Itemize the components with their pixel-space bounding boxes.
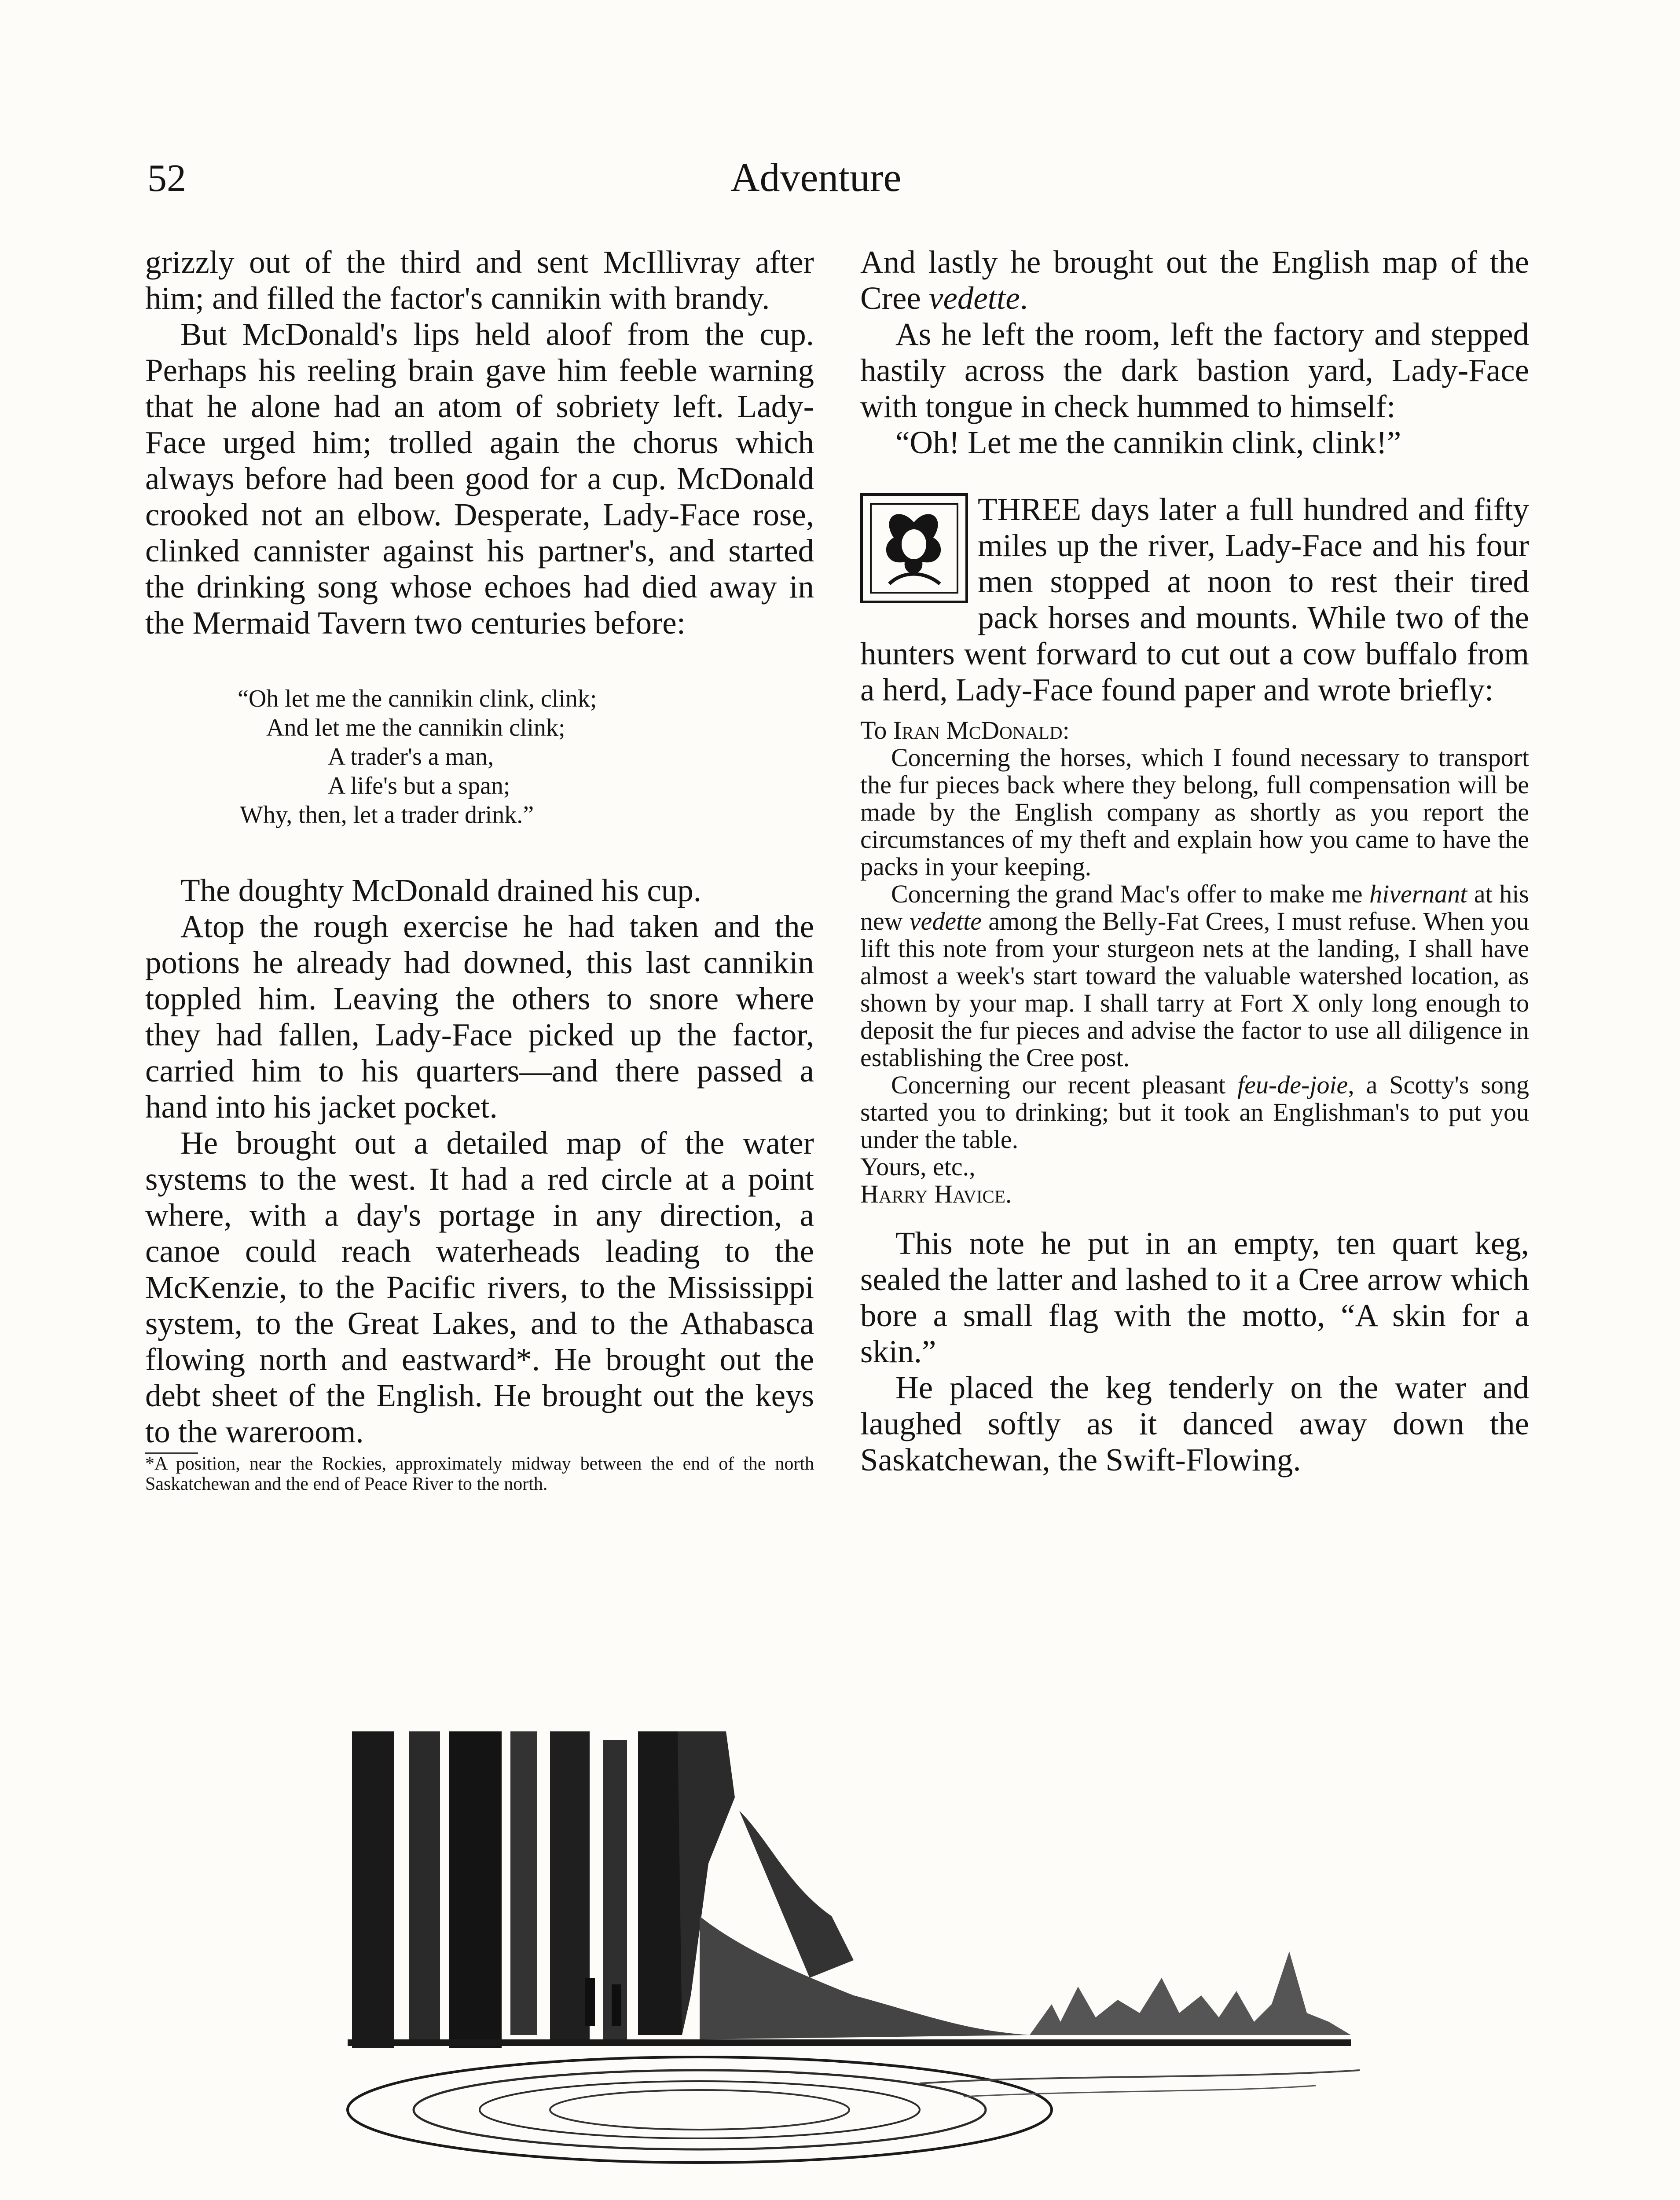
paragraph: And lastly he brought out the English map of the Cree vedette. [860, 244, 1529, 316]
paragraph: grizzly out of the third and sent McIllivray after him; and filled the factor's cannikin with brandy. [145, 244, 814, 316]
song-line: “Oh let me the cannikin clink, clink; [238, 685, 597, 712]
letter-signature: Harry Havice. [860, 1180, 1012, 1208]
page-number: 52 [147, 157, 186, 200]
song-line: And let me the cannikin clink; [266, 714, 565, 741]
drinking-song [145, 684, 814, 829]
letter [860, 717, 1529, 1208]
paragraph: But McDonald's lips held aloof from the cup. Perhaps his reeling brain gave him feeble warning that he alone had an atom of sobriety left. Lady-Face urged him; trolled again the chorus which always before had been good for a cup. McDonald crooked not an elbow. Desperate, Lady-Face rose, clinked cannister against his partner's, and started the drinking song whose echoes had died away in the Mermaid Tavern two centuries before: [145, 316, 814, 641]
running-head: Adventure [730, 155, 902, 200]
paragraph: “Oh! Let me the cannikin clink, clink!” [895, 425, 1401, 460]
paragraph: As he left the room, left the factory and stepped hastily across the dark bastion yard, Lady-Face with tongue in check hummed to himself: [860, 316, 1529, 424]
forest-river-illustration [304, 1731, 1395, 2193]
song-line: A trader's a man, [328, 743, 494, 770]
paragraph: He brought out a detailed map of the water systems to the west. It had a red circle at a point where, with a day's portage in any direction, a canoe could reach waterheads leading to the McKenzie, to the Pacific rivers, to the Mississippi system, to the Great Lakes, and to the Athabasca flowing north and eastward*. He brought out the debt sheet of the English. He brought out the keys to the wareroom. [145, 1125, 814, 1449]
letter-paragraph: Concerning our recent pleasant feu-de-joie, a Scotty's song started you to drinking; but it took an Englishman's to put you under the table. [860, 1071, 1529, 1154]
paragraph: THREE days later a full hundred and fifty miles up the river, Lady-Face and his four men stopped at noon to rest their tired pack horses and mounts. While two of the hunters went forward to cut out a cow buffalo from a herd, Lady-Face found paper and wrote briefly: [860, 491, 1529, 708]
letter-paragraph: Concerning the horses, which I found necessary to transport the fur pieces back where they belong, full compensation will be made by the English company as shortly as you report the circumstances of my theft and explain how you came to have the packs in your keeping. [860, 743, 1529, 881]
letter-closing: Yours, etc., [860, 1152, 976, 1181]
paragraph: The doughty McDonald drained his cup. [180, 873, 701, 908]
letter-paragraph: Concerning the grand Mac's offer to make me hivernant at his new vedette among the Belly-Fat Crees, I must refuse. When you lift this note from your sturgeon nets at the landing, I shall have almost a week's start toward the valuable watershed location, as shown by your map. I shall tarry at Fort X only long enough to deposit the fur pieces and advise the factor to use all diligence in establishing the Cree post. [860, 880, 1530, 1072]
paragraph: This note he put in an empty, ten quart keg, sealed the latter and lashed to it a Cree arrow which bore a small flag with the motto, “A skin for a skin.” [860, 1225, 1529, 1369]
paragraph: He placed the keg tenderly on the water and laughed softly as it danced away down the Saskatchewan, the Swift-Flowing. [860, 1370, 1529, 1478]
left-column [145, 244, 814, 1494]
right-column [860, 244, 1529, 1478]
song-line: Why, then, let a trader drink.” [240, 801, 534, 829]
letter-salutation: To Iran McDonald: [860, 716, 1070, 744]
song-line: A life's but a span; [328, 772, 510, 799]
ornamental-dropcap-icon [860, 493, 968, 603]
paragraph: Atop the rough exercise he had taken and the potions he already had downed, this last cannikin toppled him. Leaving the others to snore where they had fallen, Lady-Face picked up the factor, carried him to his quarters—and there passed a hand into his jacket pocket. [145, 909, 814, 1125]
footnote: *A position, near the Rockies, approximately midway between the end of the north Saskatchewan and the end of Peace River to the north. [145, 1454, 814, 1494]
